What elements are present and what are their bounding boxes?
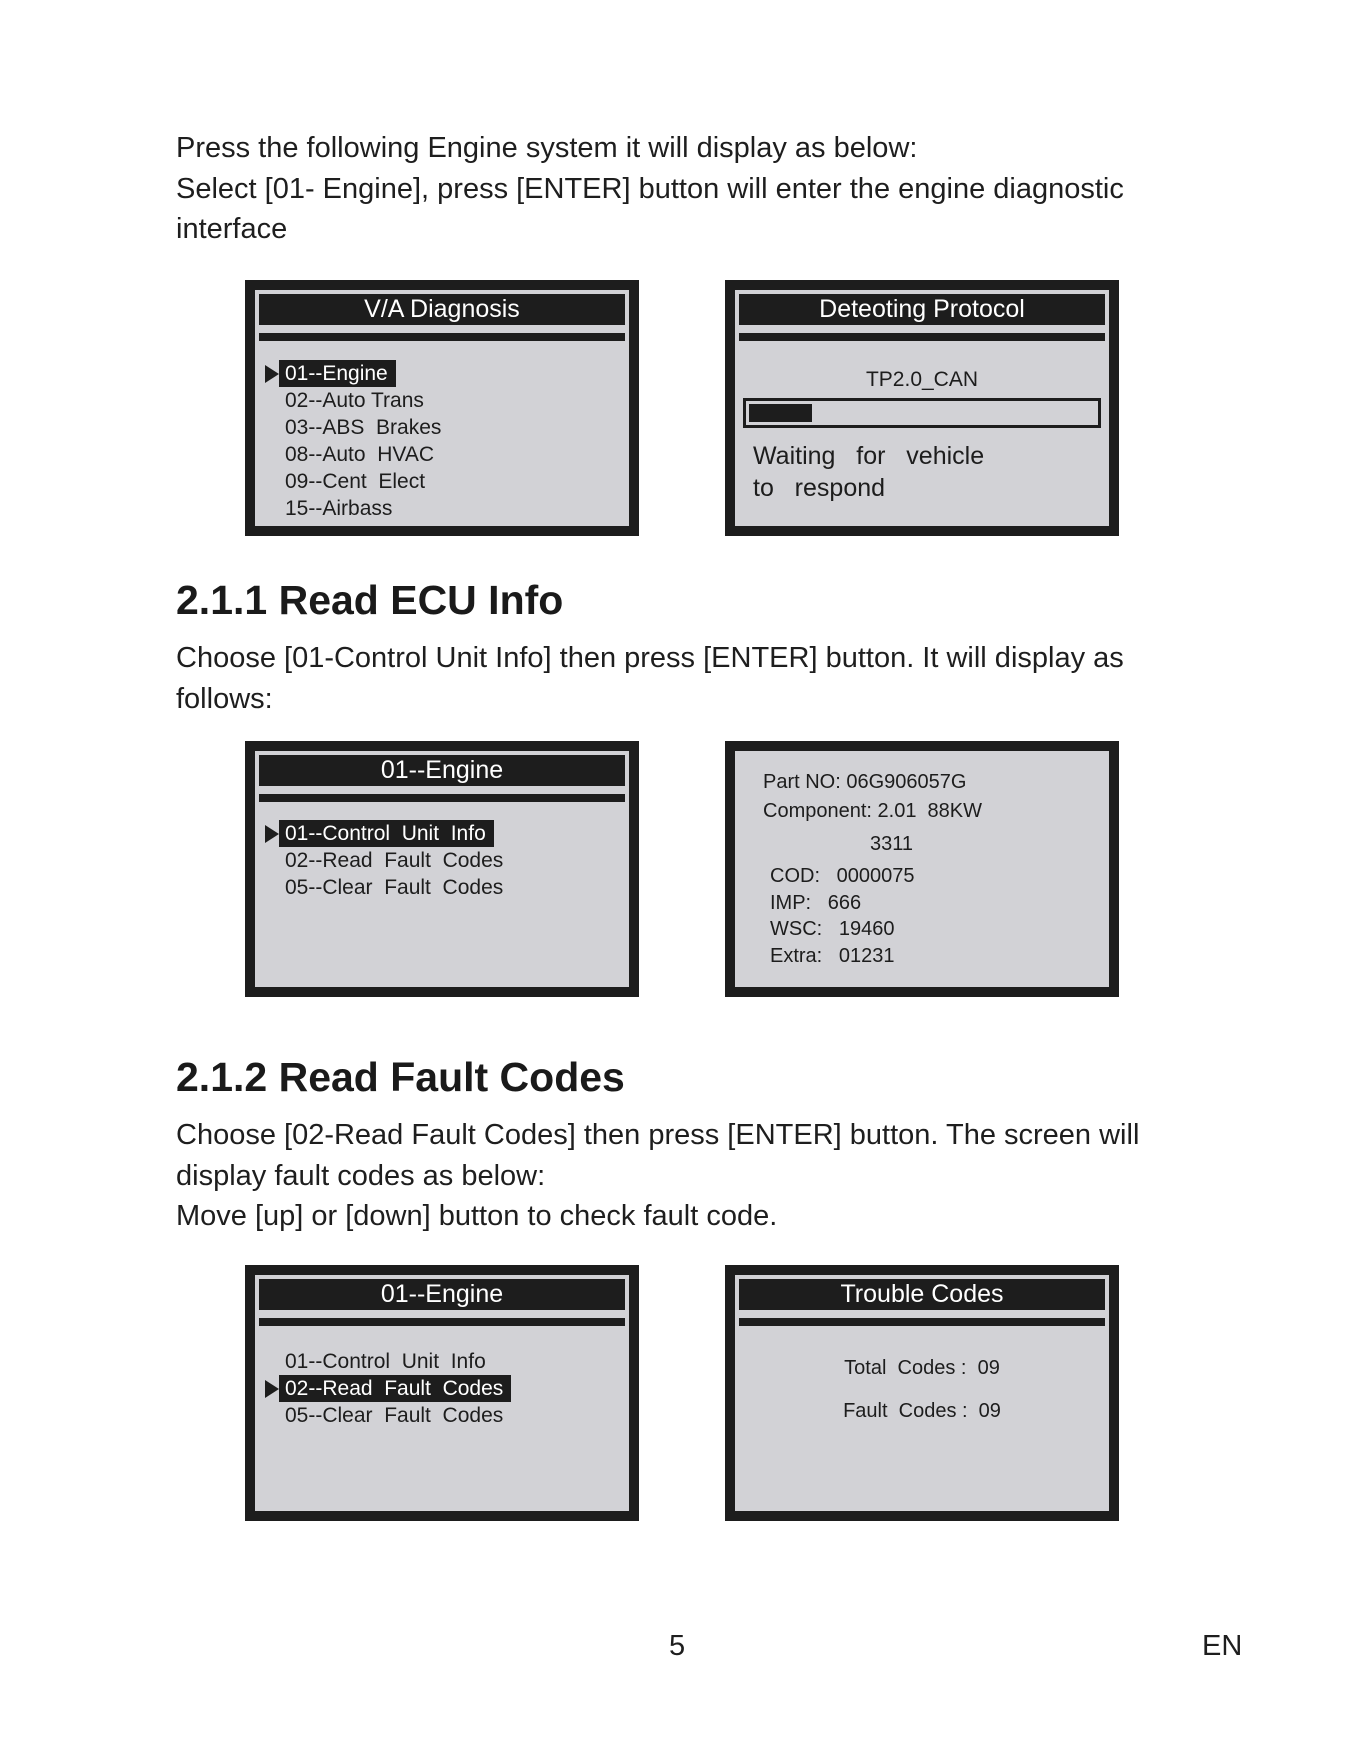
menu-item-read-fault-codes[interactable]: 02--Read Fault Codes: [285, 849, 504, 872]
protocol-screen: [725, 280, 1119, 536]
part-number: Part NO: 06G906057G: [763, 771, 967, 793]
menu-item-clear-fault-codes[interactable]: 05--Clear Fault Codes: [285, 876, 504, 899]
selection-arrow-icon: [265, 825, 279, 843]
protocol-progress-bar: [743, 398, 1101, 428]
screen-title: V/A Diagnosis: [259, 294, 625, 325]
menu-item-auto-trans[interactable]: 02--Auto Trans: [285, 389, 424, 412]
intro-line-1: Press the following Engine system it will display as below:: [176, 132, 918, 164]
section-212-line-1: Choose [02-Read Fault Codes] then press [ENTER] button. The screen will display fault codes as below:: [176, 1119, 1140, 1192]
status-line-2: to respond: [753, 474, 886, 502]
imp-value: IMP: 666: [770, 892, 862, 914]
selection-arrow-icon: [265, 1380, 279, 1398]
status-message: [753, 440, 984, 504]
menu-item-auto-hvac[interactable]: 08--Auto HVAC: [285, 443, 434, 466]
engine-menu: [265, 820, 519, 901]
section-212-line-2: Move [up] or [down] button to check fault code.: [176, 1200, 778, 1232]
intro-paragraph: [176, 128, 1216, 250]
status-line-1: Waiting for vehicle: [753, 442, 985, 470]
menu-item-read-fault-codes[interactable]: 02--Read Fault Codes: [265, 1375, 519, 1402]
fault-codes-count: Fault Codes : 09: [843, 1400, 1001, 1422]
menu-item-cent-elect[interactable]: 09--Cent Elect: [285, 470, 426, 493]
menu-item-control-unit-info[interactable]: 01--Control Unit Info: [265, 820, 519, 847]
language-label: EN: [1202, 1630, 1243, 1662]
total-codes: Total Codes : 09: [844, 1357, 1000, 1379]
menu-item-abs-brakes[interactable]: 03--ABS Brakes: [285, 416, 442, 439]
menu-item-engine[interactable]: 01--Engine: [265, 360, 457, 387]
screen-title: 01--Engine: [259, 1279, 625, 1310]
menu-item-control-unit-info[interactable]: 01--Control Unit Info: [285, 1350, 486, 1373]
screen-title: Deteoting Protocol: [739, 294, 1105, 325]
ecu-info-screen: [725, 741, 1119, 997]
title-rule: [259, 794, 625, 802]
protocol-name: TP2.0_CAN: [865, 368, 979, 391]
component-code: 3311: [870, 833, 914, 855]
engine-menu-screen-1: [245, 741, 639, 997]
menu-item-clear-fault-codes[interactable]: 05--Clear Fault Codes: [285, 1404, 504, 1427]
progress-fill: [749, 404, 812, 422]
cod-value: COD: 0000075: [770, 865, 915, 887]
engine-menu: [265, 1348, 519, 1429]
engine-menu-screen-2: [245, 1265, 639, 1521]
screen-title: 01--Engine: [259, 755, 625, 786]
section-heading-read-fault-codes: 2.1.2 Read Fault Codes: [176, 1054, 625, 1100]
section-211-text: Choose [01-Control Unit Info] then press [ENTER] button. It will display as follows:: [176, 642, 1124, 715]
title-rule: [259, 1318, 625, 1326]
trouble-codes-screen: [725, 1265, 1119, 1521]
menu-item-airbass[interactable]: 15--Airbass: [285, 497, 393, 520]
page-number: 5: [669, 1630, 686, 1662]
screen-title: Trouble Codes: [739, 1279, 1105, 1310]
selection-arrow-icon: [265, 365, 279, 383]
section-212-text: [176, 1115, 1216, 1237]
wsc-value: WSC: 19460: [770, 918, 895, 940]
title-rule: [739, 333, 1105, 341]
title-rule: [259, 333, 625, 341]
system-menu: [265, 360, 457, 522]
va-diagnosis-screen: [245, 280, 639, 536]
intro-line-2: Select [01- Engine], press [ENTER] button will enter the engine diagnostic interface: [176, 172, 1124, 245]
section-heading-read-ecu-info: 2.1.1 Read ECU Info: [176, 577, 564, 623]
extra-value: Extra: 01231: [770, 945, 895, 967]
title-rule: [739, 1318, 1105, 1326]
component: Component: 2.01 88KW: [763, 800, 983, 822]
